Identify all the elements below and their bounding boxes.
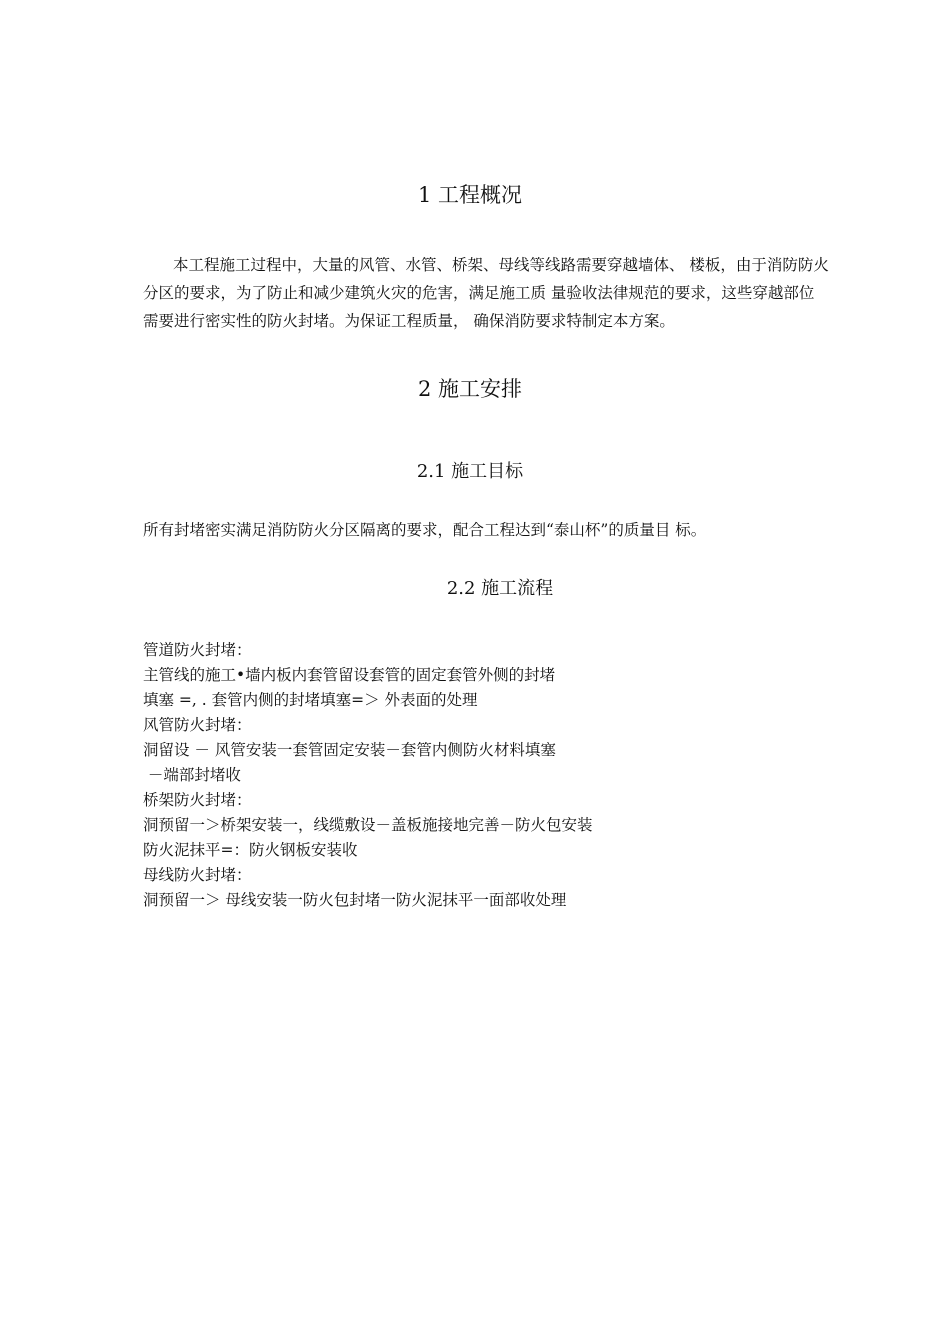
flow-line: 风管防火封堵： bbox=[143, 716, 252, 734]
flow-line: －端部封堵收 bbox=[143, 766, 241, 784]
flow-line: 洞留设 － 风管安装一套管固定安装－套管内侧防火材料填塞 bbox=[143, 741, 556, 759]
flow-line: 桥架防火封堵： bbox=[143, 791, 252, 809]
flow-line: 填塞 =, . 套管内侧的封堵填塞=＞ 外表面的处理 bbox=[143, 691, 478, 709]
section-2-title: 2 施工安排 bbox=[417, 377, 523, 401]
section-1-title: 1 工程概况 bbox=[417, 183, 523, 207]
paragraph-line: 分区的要求，为了防止和减少建筑火灾的危害，满足施工质 量验收法律规范的要求，这些穿越部位 bbox=[143, 284, 815, 302]
flow-line: 防火泥抹平=：防火钢板安装收 bbox=[143, 841, 358, 859]
paragraph-line: 需要进行密实性的防火封堵。为保证工程质量， 确保消防要求特制定本方案。 bbox=[143, 312, 675, 330]
section-1-paragraph bbox=[143, 251, 943, 335]
section-2-1-title: 2.1 施工目标 bbox=[416, 461, 524, 482]
flow-line: 主管线的施工•墙内板内套管留设套管的固定套管外侧的封堵 bbox=[143, 666, 556, 684]
flow-line: 洞预留一＞桥架安装一，线缆敷设－盖板施接地完善－防火包安装 bbox=[143, 816, 593, 834]
flow-line: 管道防火封堵： bbox=[143, 641, 252, 659]
section-2-2-title: 2.2 施工流程 bbox=[446, 578, 554, 599]
paragraph-line: 本工程施工过程中，大量的风管、水管、桥架、母线等线路需要穿越墙体、 楼板，由于消防防火 bbox=[173, 256, 829, 274]
flow-line: 母线防火封堵： bbox=[143, 866, 252, 884]
section-2-2-flow-list bbox=[143, 638, 933, 913]
section-2-1-paragraph bbox=[143, 516, 943, 544]
paragraph-line: 所有封堵密实满足消防防火分区隔离的要求，配合工程达到“泰山杯”的质量目 标。 bbox=[143, 521, 707, 539]
flow-line: 洞预留一＞ 母线安装一防火包封堵一防火泥抹平一面部收处理 bbox=[143, 891, 567, 909]
